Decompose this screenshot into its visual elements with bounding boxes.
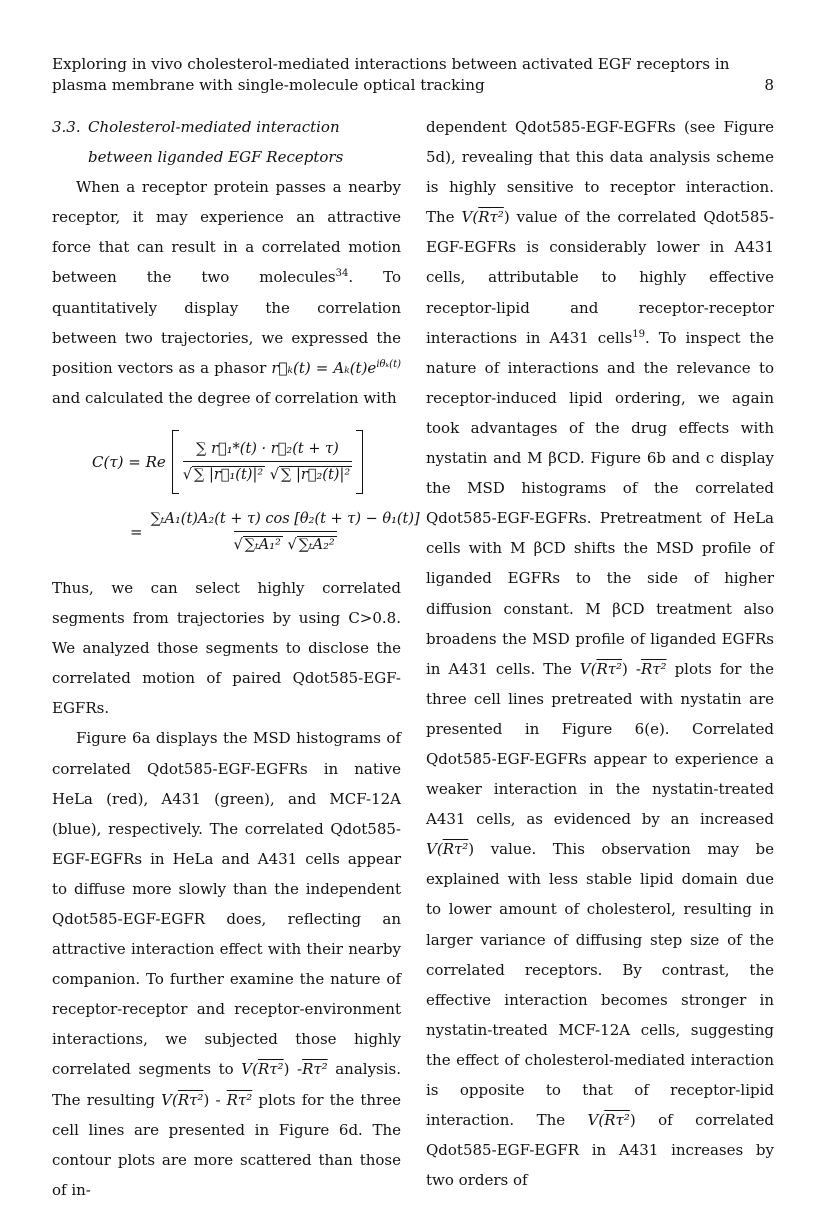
fraction-denominator [234, 531, 337, 555]
fraction-denominator [183, 461, 352, 485]
text-run: When a receptor protein passes a nearby receptor, it may experience an attractive force that can result in a correlated motion between the two molecules [52, 178, 401, 287]
text-run: plots for the three cell lines pretreated with nystatin are presented in Figure 6(e). Correlated Qdot585-EGF-EGFRs appear to experience a weaker interaction in the nystatin-treated A431 cells, as evidenced by an increased [426, 659, 775, 829]
math-paren: ) [622, 659, 628, 678]
equation-line-2 [130, 501, 422, 563]
section-title: Cholesterol-mediated interaction between liganded EGF Receptors [88, 118, 344, 167]
math-r-tau-squared: Rτ² [596, 659, 623, 678]
math-v: V( [587, 1111, 605, 1130]
equals-sign: = [130, 522, 143, 541]
math-r-tau-squared: Rτ² [604, 1111, 630, 1130]
sqrt-term: √ ∑ |r⃗₁(t)|² [182, 466, 264, 483]
text-run: dependent Qdot585-EGF-EGFRs (see Figure 5d), revealing that this data analysis scheme is highly sensitive to receptor interaction. The [426, 118, 774, 227]
page-number: 8 [764, 76, 774, 94]
phasor-exponent: iθₖ(t) [376, 358, 401, 370]
math-v: V( [461, 208, 479, 227]
math-r-tau-squared: Rτ² [640, 659, 667, 678]
right-bracket [356, 430, 363, 494]
sqrt-term: √ ∑ₜA₂² [287, 536, 335, 553]
left-bracket [172, 430, 179, 494]
math-paren: ) [203, 1090, 210, 1109]
math-v: V( [161, 1090, 178, 1109]
radicand: ∑ₜA₂² [298, 536, 335, 553]
text-run: and calculated the degree of correlation with [52, 388, 397, 407]
math-r-tau-squared: Rτ² [302, 1060, 328, 1079]
text-run: value of the correlated Qdot585-EGF-EGFRs is considerably lower in A431 cells, attributable to highly effective receptor-lipid and receptor-receptor interactions in A431 cells [426, 208, 775, 347]
math-paren: ) [629, 1111, 636, 1130]
text-run: analysis. The resulting [52, 1060, 401, 1109]
paragraph-segment-selection: Thus, we can select highly correlated segments from trajectories by using C>0.8. We analyzed those segments to disclose the correlated motion of paired Qdot585-EGF-EGFRs. [52, 578, 401, 718]
math-r-tau-squared: Rτ² [478, 208, 504, 227]
running-header [52, 54, 774, 96]
sqrt-term: √ ∑ₜA₁² [233, 536, 281, 553]
math-paren: ) [503, 208, 510, 227]
paragraph-correlation-intro [52, 172, 401, 413]
text-run: value. This observation may be explained with less stable lipid domain due to lower amount of cholesterol, resulting in larger variance of diffusing step size of the correlated receptors. By contrast, the effective interaction becomes stronger in nystatin-treated MCF-12A cells, suggesting the effect of cholesterol-mediated interaction is opposite to that of receptor-lipid interaction. The [426, 840, 774, 1130]
text-run: of correlated Qdot585-EGF-EGFR in A431 increases by two orders of [426, 1111, 774, 1190]
correlation-equation [52, 415, 420, 567]
citation-34: 34 [335, 268, 349, 280]
math-r-tau-squared: Rτ² [226, 1090, 253, 1109]
radicand: ∑ₜA₁² [244, 536, 281, 553]
fraction-numerator: ∑ₜA₁(t)A₂(t + τ) cos [θ₂(t + τ) − θ₁(t)] [150, 510, 420, 527]
math-paren: ) [468, 840, 475, 859]
text-run: - [627, 659, 641, 678]
paragraph-continued [426, 112, 774, 1195]
text-run: - [289, 1060, 303, 1079]
citation-19: 19 [632, 328, 646, 340]
paragraph-figure-6a [52, 723, 401, 1205]
section-heading [52, 112, 401, 172]
math-r-tau-squared: Rτ² [257, 1060, 284, 1079]
fraction-numerator: ∑ r⃗₁*(t) · r⃗₂(t + τ) [196, 440, 339, 457]
running-title: Exploring in vivo cholesterol-mediated interactions between activated EGF receptors in plasma membrane with single-molecule optical tracking [52, 55, 730, 94]
equation-fraction-1 [183, 439, 352, 485]
left-column [52, 112, 420, 1205]
equation-fraction-2 [149, 509, 422, 555]
text-run: . To inspect the nature of interactions and the relevance to receptor-induced lipid ordering, we again took advantages of the drug effects with nystatin and M βCD. Figure 6b and c display the MSD histograms of the correlated Qdot585-EGF-EGFRs. Pretreatment of HeLa cells with M βCD shifts the MSD profile of liganded EGFRs to the side of higher diffusion constant. M βCD treatment also broadens the MSD profile of liganded EGFRs in A431 cells. The [426, 328, 775, 678]
sqrt-term: √ ∑ |r⃗₂(t)|² [269, 466, 351, 483]
math-paren: ) [283, 1060, 290, 1079]
math-r-tau-squared: Rτ² [442, 840, 469, 859]
math-r-tau-squared: Rτ² [177, 1090, 204, 1109]
section-number: 3.3. [52, 118, 81, 136]
equation-lhs: C(τ) = Re [92, 452, 166, 471]
text-run: plots for the three cell lines are presented in Figure 6d. The contour plots are more scattered than those of in- [52, 1090, 401, 1199]
text-run: Figure 6a displays the MSD histograms of correlated Qdot585-EGF-EGFRs in native HeLa (red), A431 (green), and MCF-12A (blue), respectively. The correlated Qdot585-EGF-EGFRs in HeLa and A431 cells appear to diffuse more slowly than the independent Qdot585-EGF-EGFR does, reflecting an attractive interaction effect with their nearby companion. To further examine the nature of receptor-receptor and receptor-environment interactions, we subjected those highly correlated segments to [52, 729, 401, 1079]
equation-line-1 [92, 427, 363, 497]
text-run: . To quantitatively display the correlation between two trajectories, we expressed the position vectors as a phasor [52, 268, 401, 377]
math-v: V( [426, 840, 443, 859]
text-run: - [209, 1090, 227, 1109]
phasor-expression: r⃗ₖ(t) = Aₖ(t)e [271, 358, 377, 377]
math-v: V( [241, 1060, 258, 1079]
radicand: ∑ |r⃗₂(t)|² [281, 466, 351, 483]
radicand: ∑ |r⃗₁(t)|² [194, 466, 264, 483]
right-column [426, 112, 774, 1195]
math-v: V( [579, 659, 597, 678]
